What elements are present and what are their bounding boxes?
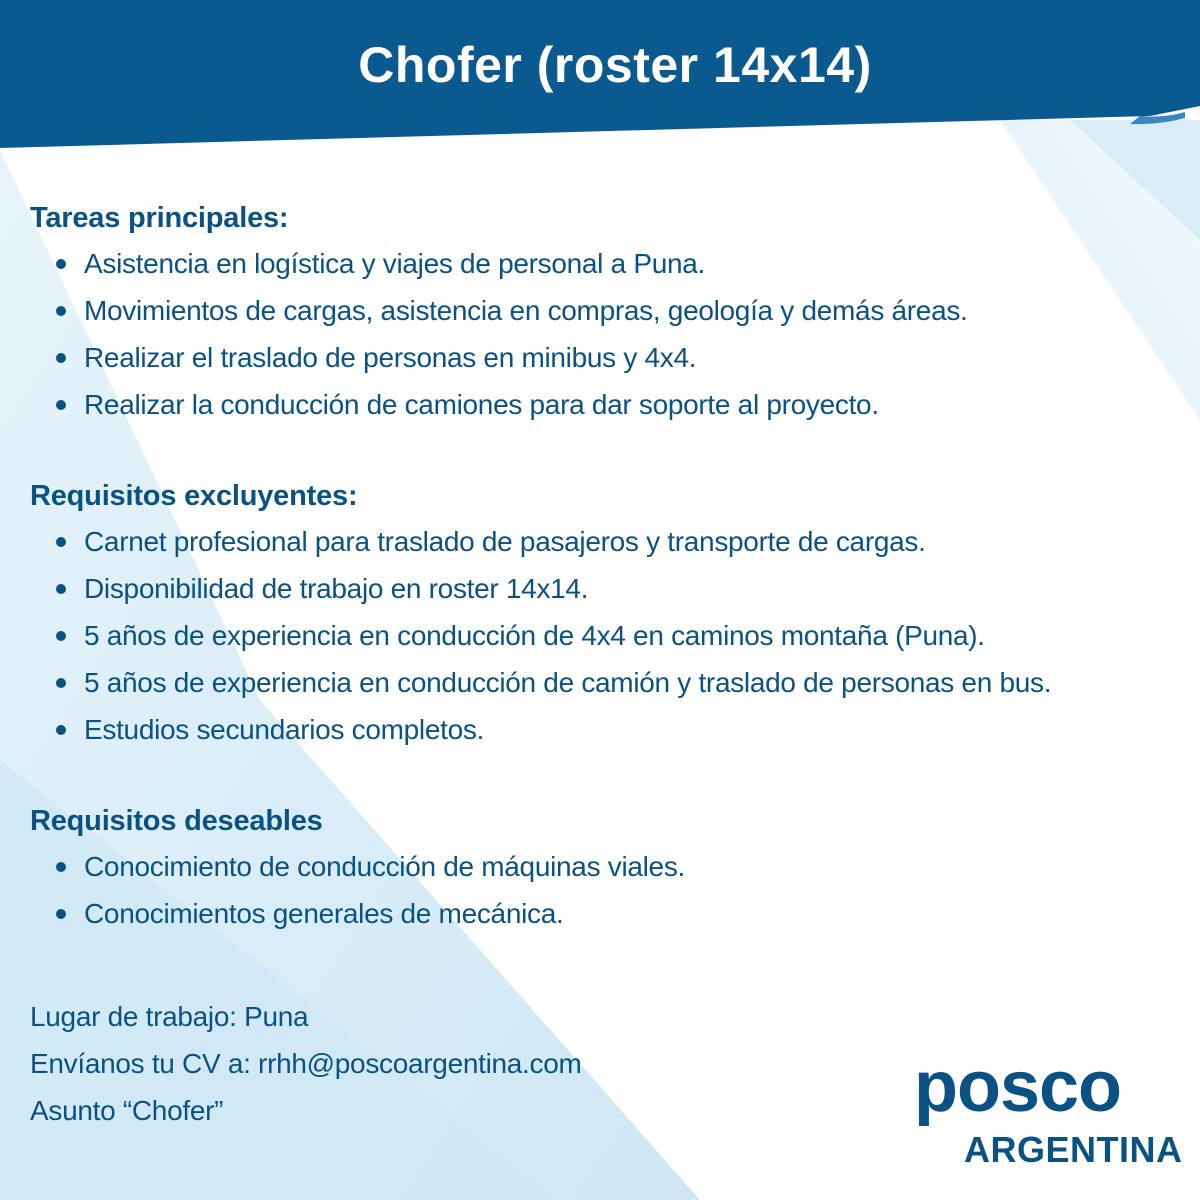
list-item xyxy=(30,706,1150,753)
list-item xyxy=(30,334,1150,381)
list-item xyxy=(30,565,1150,612)
bullet-icon xyxy=(56,678,66,688)
section-title: Tareas principales: xyxy=(30,202,289,234)
list-item-text: 5 años de experiencia en conducción de 4x4 en caminos montaña (Puna). xyxy=(84,620,985,651)
section-main-tasks xyxy=(30,196,1150,428)
bullet-icon xyxy=(56,725,66,735)
bullet-icon xyxy=(56,537,66,547)
list-item xyxy=(30,890,1150,937)
task-list xyxy=(30,240,1150,428)
requirements-list xyxy=(30,518,1150,753)
desirable-list xyxy=(30,843,1150,937)
bullet-icon xyxy=(56,400,66,410)
section-required xyxy=(30,474,1150,753)
bullet-icon xyxy=(56,862,66,872)
contact-info xyxy=(30,993,582,1134)
list-item-text: Conocimientos generales de mecánica. xyxy=(84,898,564,929)
page-title: Chofer (roster 14x14) xyxy=(358,37,872,93)
list-item xyxy=(30,659,1150,706)
bullet-icon xyxy=(56,909,66,919)
list-item-text: 5 años de experiencia en conducción de camión y traslado de personas en bus. xyxy=(84,667,1052,698)
header-banner xyxy=(0,0,1200,150)
bullet-icon xyxy=(56,306,66,316)
bullet-icon xyxy=(56,631,66,641)
list-item-text: Estudios secundarios completos. xyxy=(84,714,485,745)
bullet-icon xyxy=(56,584,66,594)
list-item-text: Asistencia en logística y viajes de personal a Puna. xyxy=(84,248,705,279)
logo-wordmark: posco xyxy=(914,1055,1122,1127)
job-description xyxy=(30,196,1150,983)
list-item-text: Carnet profesional para traslado de pasajeros y transporte de cargas. xyxy=(84,526,926,557)
section-title: Requisitos excluyentes: xyxy=(30,480,358,512)
bullet-icon xyxy=(56,259,66,269)
list-item-text: Disponibilidad de trabajo en roster 14x14. xyxy=(84,573,589,604)
list-item xyxy=(30,843,1150,890)
work-location: Lugar de trabajo: Puna xyxy=(30,1001,309,1032)
list-item-text: Movimientos de cargas, asistencia en compras, geología y demás áreas. xyxy=(84,295,968,326)
list-item-text: Realizar la conducción de camiones para dar soporte al proyecto. xyxy=(84,389,879,420)
list-item xyxy=(30,612,1150,659)
posco-wordmark-icon xyxy=(910,1055,1180,1127)
posco-logo xyxy=(910,1055,1183,1175)
logo-subtitle: ARGENTINA xyxy=(964,1129,1183,1170)
subject-line: Asunto “Chofer” xyxy=(30,1095,224,1126)
email-line: Envíanos tu CV a: rrhh@poscoargentina.com xyxy=(30,1048,582,1079)
list-item-text: Conocimiento de conducción de máquinas viales. xyxy=(84,851,686,882)
list-item xyxy=(30,518,1150,565)
list-item xyxy=(30,287,1150,334)
list-item xyxy=(30,381,1150,428)
section-desirable xyxy=(30,799,1150,937)
section-title: Requisitos deseables xyxy=(30,805,323,837)
bullet-icon xyxy=(56,353,66,363)
list-item-text: Realizar el traslado de personas en minibus y 4x4. xyxy=(84,342,697,373)
list-item xyxy=(30,240,1150,287)
